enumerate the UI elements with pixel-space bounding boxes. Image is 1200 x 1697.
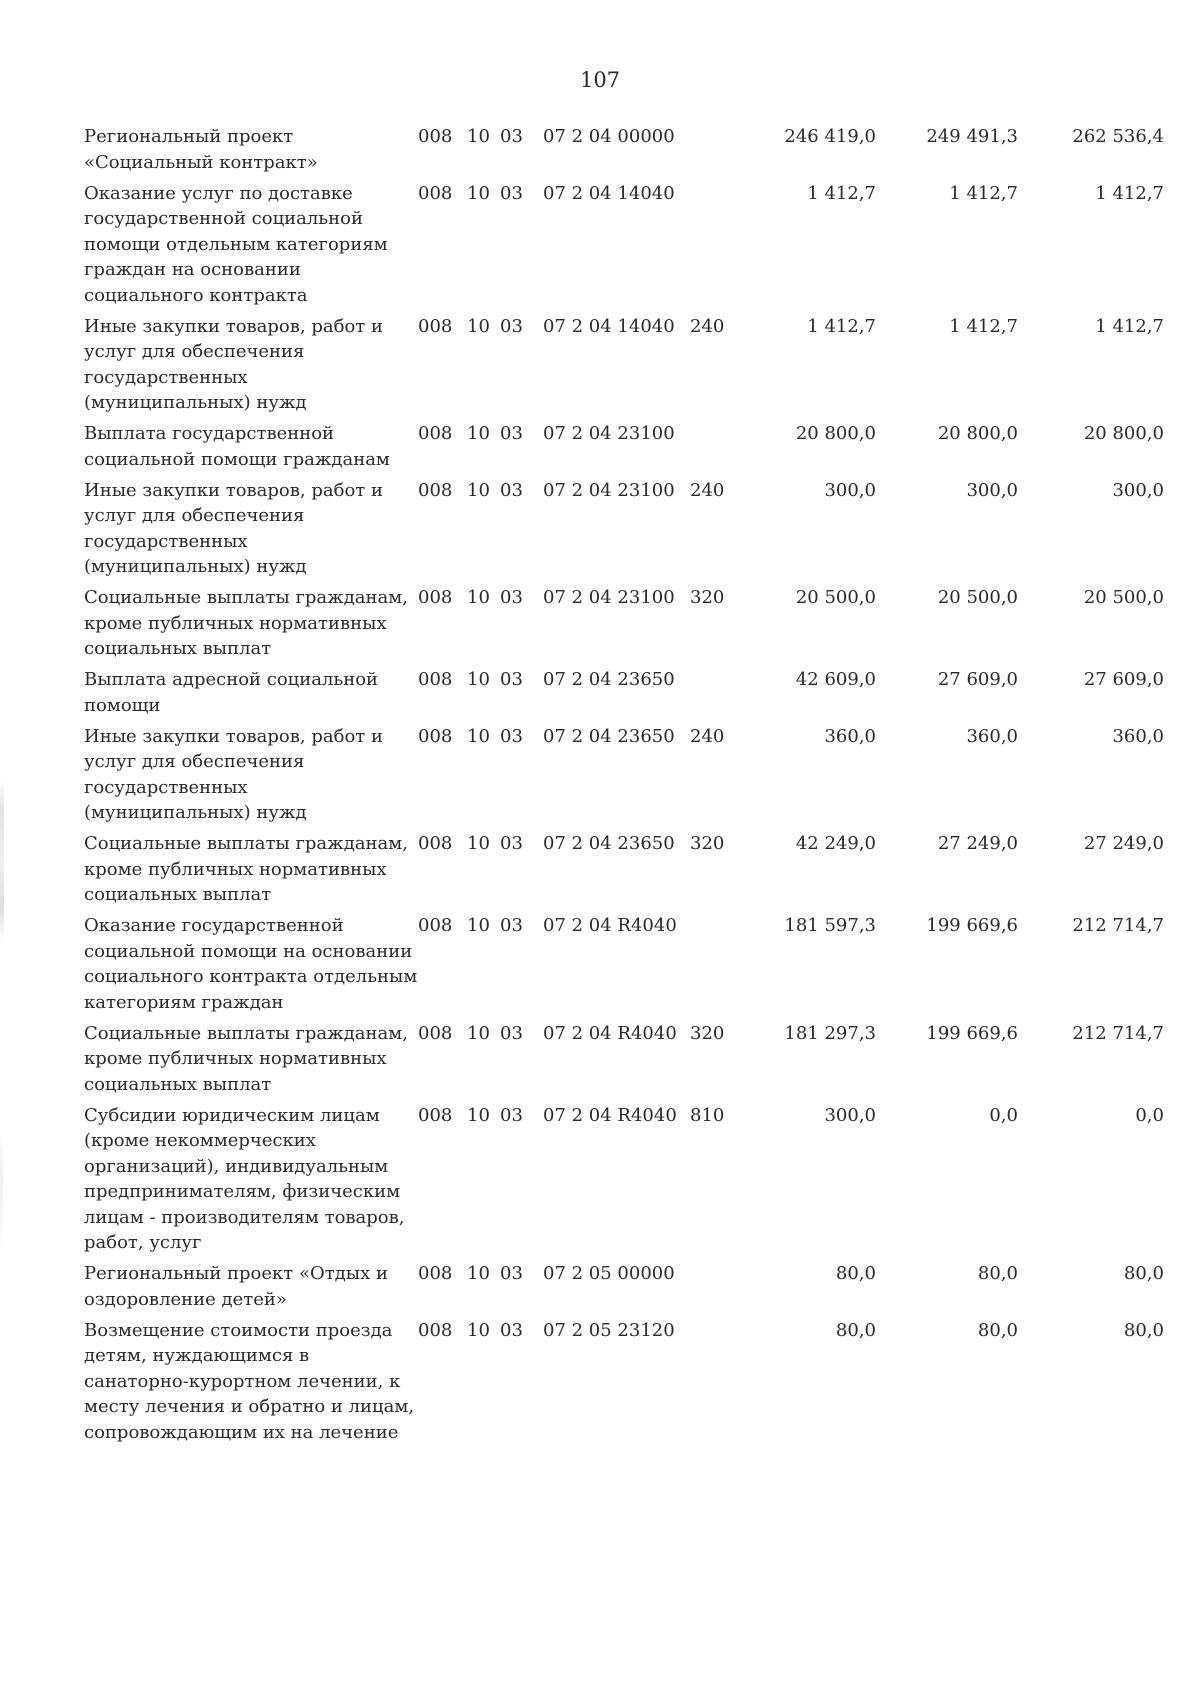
row-section-code: 10 — [467, 1263, 490, 1284]
row-section-code: 10 — [467, 669, 490, 690]
row-gr-code: 008 — [418, 587, 453, 608]
row-name: Возмещение стоимости проезда детям, нуждающимся в санаторно-курортном лечении, к месту лечения и обратно и лицам, сопровождающим их на лечение — [84, 1319, 415, 1443]
row-subsection-code: 03 — [500, 182, 523, 204]
table-row — [84, 913, 1164, 1015]
row-section-code: 10 — [467, 423, 490, 444]
row-name: Иные закупки товаров, работ и услуг для обеспечения государственных (муниципальных) нужд — [84, 725, 383, 823]
row-amount-year-3: 0,0 — [1135, 1104, 1164, 1126]
row-amount-year-1: 360,0 — [824, 725, 876, 747]
row-section-code: 10 — [467, 315, 490, 337]
row-target-article: 07 2 04 14040 — [543, 182, 675, 204]
row-name: Социальные выплаты гражданам, кроме публичных нормативных социальных выплат — [84, 587, 408, 659]
row-amount-year-1: 42 609,0 — [795, 669, 876, 690]
row-gr-code: 008 — [418, 1319, 453, 1341]
row-amount-year-3: 27 249,0 — [1083, 833, 1164, 854]
row-amount-year-1: 1 412,7 — [807, 182, 876, 204]
row-target-article: 07 2 04 23100 — [543, 587, 675, 608]
row-name: Иные закупки товаров, работ и услуг для обеспечения государственных (муниципальных) нужд — [84, 315, 383, 413]
row-amount-year-1: 181 297,3 — [784, 1022, 876, 1044]
row-name: Выплата адресной социальной помощи — [84, 669, 379, 716]
row-section-code: 10 — [467, 1319, 490, 1341]
row-name: Субсидии юридическим лицам (кроме некоммерческих организаций), индивидуальным предпринимателям, физическим лицам - производителям товаров, работ, услуг — [84, 1104, 405, 1253]
row-amount-year-1: 80,0 — [835, 1319, 876, 1341]
row-gr-code: 008 — [418, 833, 453, 854]
row-target-article: 07 2 04 R4040 — [543, 1104, 677, 1126]
table-row — [84, 181, 1164, 309]
row-target-article: 07 2 04 23100 — [543, 479, 675, 501]
row-subsection-code: 03 — [500, 587, 523, 608]
row-target-article: 07 2 04 R4040 — [543, 915, 677, 936]
row-gr-code: 008 — [418, 315, 453, 337]
row-amount-year-2: 0,0 — [989, 1104, 1018, 1126]
row-amount-year-2: 20 500,0 — [937, 587, 1018, 608]
table-row — [84, 478, 1164, 580]
row-target-article: 07 2 04 23650 — [543, 833, 675, 854]
row-name: Иные закупки товаров, работ и услуг для обеспечения государственных (муниципальных) нужд — [84, 479, 383, 577]
scan-edge-marks — [0, 780, 4, 940]
row-gr-code: 008 — [418, 915, 453, 936]
row-amount-year-2: 360,0 — [966, 725, 1018, 747]
row-amount-year-3: 20 800,0 — [1083, 423, 1164, 444]
row-amount-year-1: 20 500,0 — [795, 587, 876, 608]
table-row — [84, 421, 1164, 472]
row-name: Выплата государственной социальной помощи гражданам — [84, 423, 390, 470]
row-amount-year-2: 300,0 — [966, 479, 1018, 501]
row-gr-code: 008 — [418, 725, 453, 747]
row-target-article: 07 2 04 23650 — [543, 725, 675, 747]
row-gr-code: 008 — [418, 669, 453, 690]
row-subsection-code: 03 — [500, 1104, 523, 1126]
row-subsection-code: 03 — [500, 423, 523, 444]
row-gr-code: 008 — [418, 126, 453, 147]
table-row — [84, 1261, 1164, 1312]
row-target-article: 07 2 04 14040 — [543, 315, 675, 337]
row-amount-year-1: 42 249,0 — [795, 833, 876, 854]
row-gr-code: 008 — [418, 1263, 453, 1284]
table-row — [84, 667, 1164, 718]
row-target-article: 07 2 04 23100 — [543, 423, 675, 444]
row-subsection-code: 03 — [500, 1022, 523, 1044]
row-section-code: 10 — [467, 915, 490, 936]
table-row — [84, 124, 1164, 175]
budget-table — [84, 124, 1164, 1451]
row-subsection-code: 03 — [500, 833, 523, 854]
row-amount-year-3: 360,0 — [1112, 725, 1164, 747]
row-amount-year-1: 246 419,0 — [784, 126, 876, 147]
row-amount-year-2: 27 249,0 — [937, 833, 1018, 854]
row-expense-type: 240 — [690, 725, 725, 747]
row-target-article: 07 2 04 23650 — [543, 669, 675, 690]
row-section-code: 10 — [467, 1022, 490, 1044]
row-section-code: 10 — [467, 182, 490, 204]
row-subsection-code: 03 — [500, 669, 523, 690]
row-target-article: 07 2 05 00000 — [543, 1263, 675, 1284]
row-subsection-code: 03 — [500, 725, 523, 747]
row-target-article: 07 2 04 00000 — [543, 126, 675, 147]
row-name: Региональный проект «Социальный контракт» — [84, 126, 318, 173]
page-number: 107 — [579, 68, 621, 92]
row-amount-year-3: 80,0 — [1123, 1319, 1164, 1341]
row-section-code: 10 — [467, 725, 490, 747]
row-amount-year-2: 199 669,6 — [926, 915, 1018, 936]
row-expense-type: 240 — [690, 479, 725, 501]
row-target-article: 07 2 04 R4040 — [543, 1022, 677, 1044]
row-amount-year-3: 262 536,4 — [1072, 126, 1164, 147]
row-amount-year-1: 300,0 — [824, 1104, 876, 1126]
row-gr-code: 008 — [418, 1104, 453, 1126]
row-amount-year-2: 1 412,7 — [949, 315, 1018, 337]
row-amount-year-1: 1 412,7 — [807, 315, 876, 337]
row-amount-year-2: 20 800,0 — [937, 423, 1018, 444]
row-section-code: 10 — [467, 833, 490, 854]
table-row — [84, 724, 1164, 826]
row-expense-type: 320 — [690, 833, 725, 854]
row-expense-type: 320 — [690, 1022, 725, 1044]
row-section-code: 10 — [467, 126, 490, 147]
row-name: Социальные выплаты гражданам, кроме публичных нормативных социальных выплат — [84, 1022, 408, 1095]
row-amount-year-3: 80,0 — [1123, 1263, 1164, 1284]
row-section-code: 10 — [467, 1104, 490, 1126]
row-amount-year-2: 27 609,0 — [937, 669, 1018, 690]
row-subsection-code: 03 — [500, 1263, 523, 1284]
row-gr-code: 008 — [418, 1022, 453, 1044]
row-expense-type: 240 — [690, 315, 725, 337]
row-subsection-code: 03 — [500, 479, 523, 501]
table-row — [84, 585, 1164, 662]
row-amount-year-2: 80,0 — [977, 1319, 1018, 1341]
row-name: Социальные выплаты гражданам, кроме публичных нормативных социальных выплат — [84, 833, 408, 905]
row-gr-code: 008 — [418, 423, 453, 444]
row-amount-year-2: 199 669,6 — [926, 1022, 1018, 1044]
row-subsection-code: 03 — [500, 315, 523, 337]
row-name: Региональный проект «Отдых и оздоровление детей» — [84, 1263, 388, 1310]
table-row — [84, 1021, 1164, 1098]
row-amount-year-2: 249 491,3 — [926, 126, 1018, 147]
row-amount-year-2: 80,0 — [977, 1263, 1018, 1284]
row-amount-year-2: 1 412,7 — [949, 182, 1018, 204]
row-amount-year-1: 20 800,0 — [795, 423, 876, 444]
row-amount-year-3: 212 714,7 — [1072, 1022, 1164, 1044]
row-amount-year-3: 300,0 — [1112, 479, 1164, 501]
row-gr-code: 008 — [418, 182, 453, 204]
row-amount-year-1: 80,0 — [835, 1263, 876, 1284]
row-amount-year-3: 212 714,7 — [1072, 915, 1164, 936]
row-subsection-code: 03 — [500, 126, 523, 147]
table-row — [84, 831, 1164, 908]
row-name: Оказание услуг по доставке государственной социальной помощи отдельным категориям граждан на основании социального контракта — [84, 182, 388, 306]
row-subsection-code: 03 — [500, 1319, 523, 1341]
row-section-code: 10 — [467, 587, 490, 608]
table-row — [84, 1103, 1164, 1256]
row-amount-year-1: 181 597,3 — [784, 915, 876, 936]
scan-edge-marks-lower — [0, 1130, 3, 1250]
row-target-article: 07 2 05 23120 — [543, 1319, 675, 1341]
row-amount-year-3: 20 500,0 — [1083, 587, 1164, 608]
table-row — [84, 1318, 1164, 1446]
row-amount-year-1: 300,0 — [824, 479, 876, 501]
table-row — [84, 314, 1164, 416]
row-gr-code: 008 — [418, 479, 453, 501]
row-amount-year-3: 27 609,0 — [1083, 669, 1164, 690]
row-amount-year-3: 1 412,7 — [1095, 182, 1164, 204]
row-name: Оказание государственной социальной помощи на основании социального контракта отдельным категориям граждан — [84, 915, 418, 1013]
row-expense-type: 810 — [690, 1104, 725, 1126]
row-expense-type: 320 — [690, 587, 725, 608]
row-amount-year-3: 1 412,7 — [1095, 315, 1164, 337]
row-section-code: 10 — [467, 479, 490, 501]
row-subsection-code: 03 — [500, 915, 523, 936]
